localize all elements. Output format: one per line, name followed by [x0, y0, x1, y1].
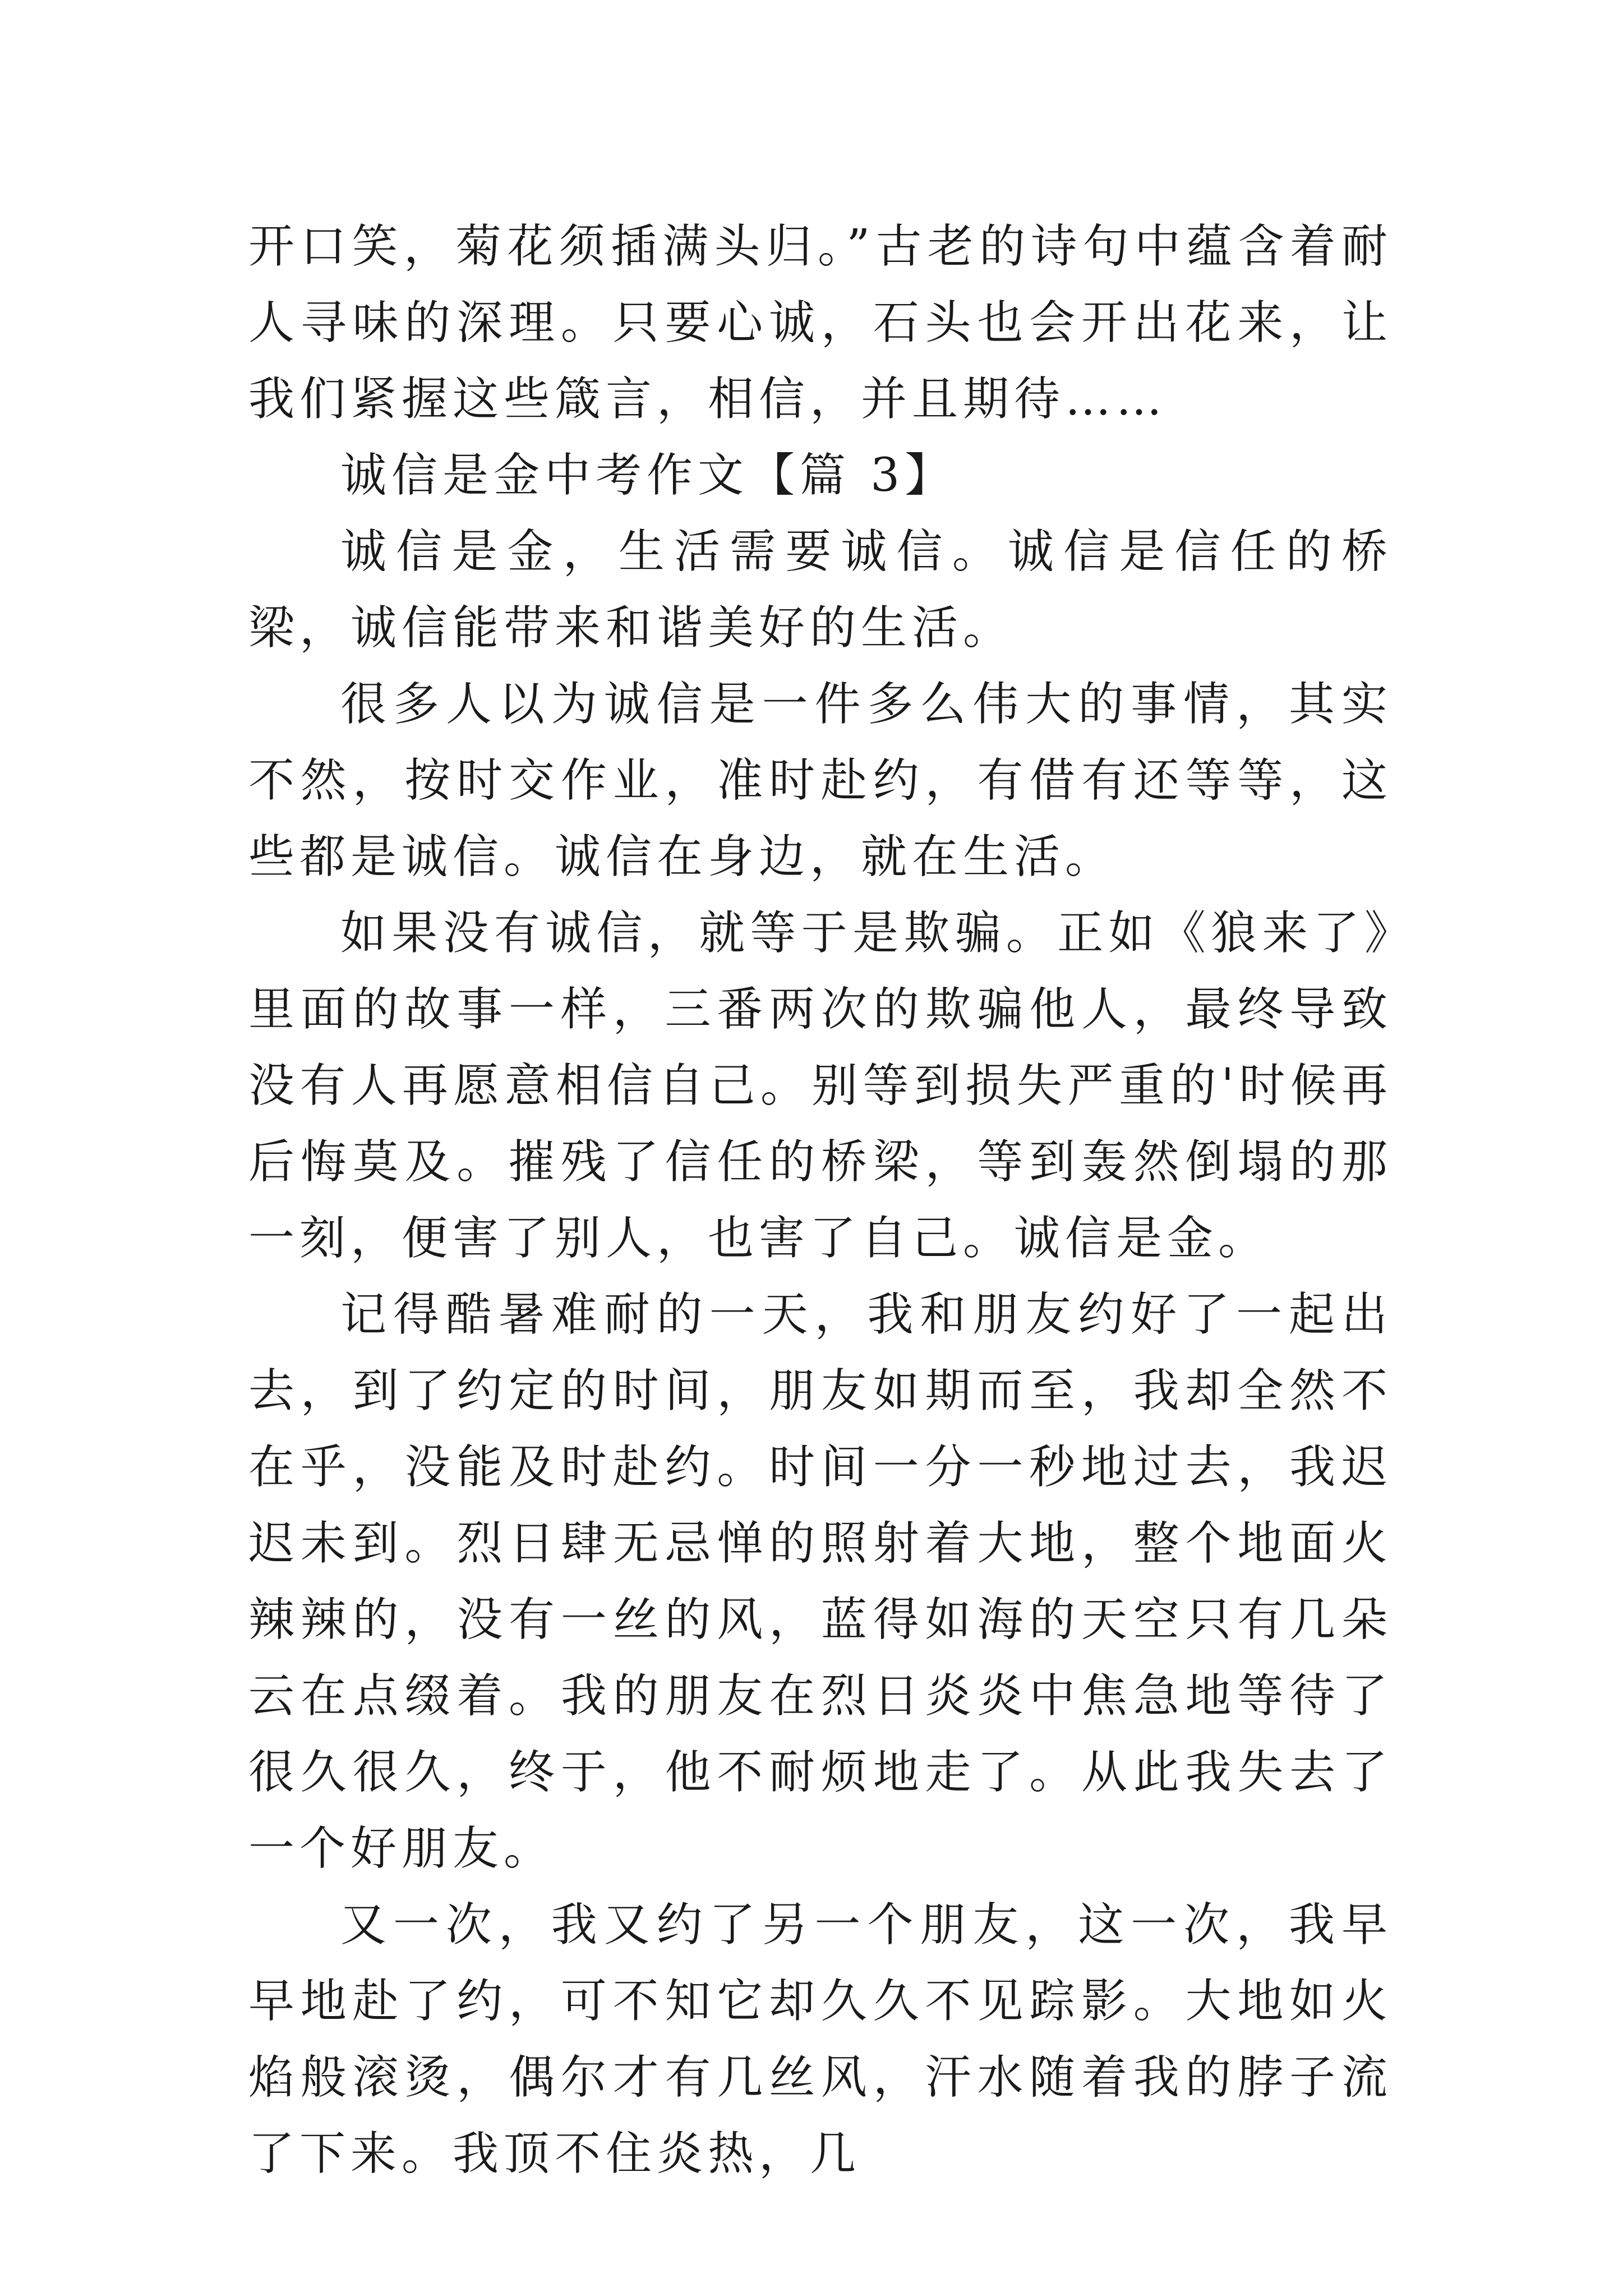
paragraph: 又一次，我又约了另一个朋友，这一次，我早早地赴了约，可不知它却久久不见踪影。大地如火焰般滚烫，偶尔才有几丝风，汗水随着我的脖子流了下来。我顶不住炎热，几: [248, 1898, 1393, 2180]
paragraph-continued: 开口笑，菊花须插满头归。”古老的诗句中蕴含着耐人寻味的深理。只要心诚，石头也会开出花来，让我们紧握这些箴言，相信，并且期待……: [248, 220, 1393, 426]
paragraph: 很多人以为诚信是一件多么伟大的事情，其实不然，按时交作业，准时赴约，有借有还等等，这些都是诚信。诚信在身边，就在生活。: [248, 678, 1393, 884]
paragraph: 记得酷暑难耐的一天，我和朋友约好了一起出去，到了约定的时间，朋友如期而至，我却全然不在乎，没能及时赴约。时间一分一秒地过去，我迟迟未到。烈日肆无忌惮的照射着大地，整个地面火辣辣的，没有一丝的风，蓝得如海的天空只有几朵云在点缀着。我的朋友在烈日炎炎中焦急地等待了很久很久，终于，他不耐烦地走了。从此我失去了一个好朋友。: [248, 1288, 1393, 1875]
section-heading: 诚信是金中考作文【篇 3】: [340, 449, 956, 502]
paragraph: 如果没有诚信，就等于是欺骗。正如《狼来了》里面的故事一样，三番两次的欺骗他人，最终导致没有人再愿意相信自己。别等到损失严重的'时候再后悔莫及。摧残了信任的桥梁，等到轰然倒塌的那一刻，便害了别人，也害了自己。诚信是金。: [248, 907, 1393, 1265]
paragraph: 诚信是金，生活需要诚信。诚信是信任的桥梁，诚信能带来和谐美好的生活。: [248, 525, 1393, 655]
document-body: [248, 209, 1393, 2192]
